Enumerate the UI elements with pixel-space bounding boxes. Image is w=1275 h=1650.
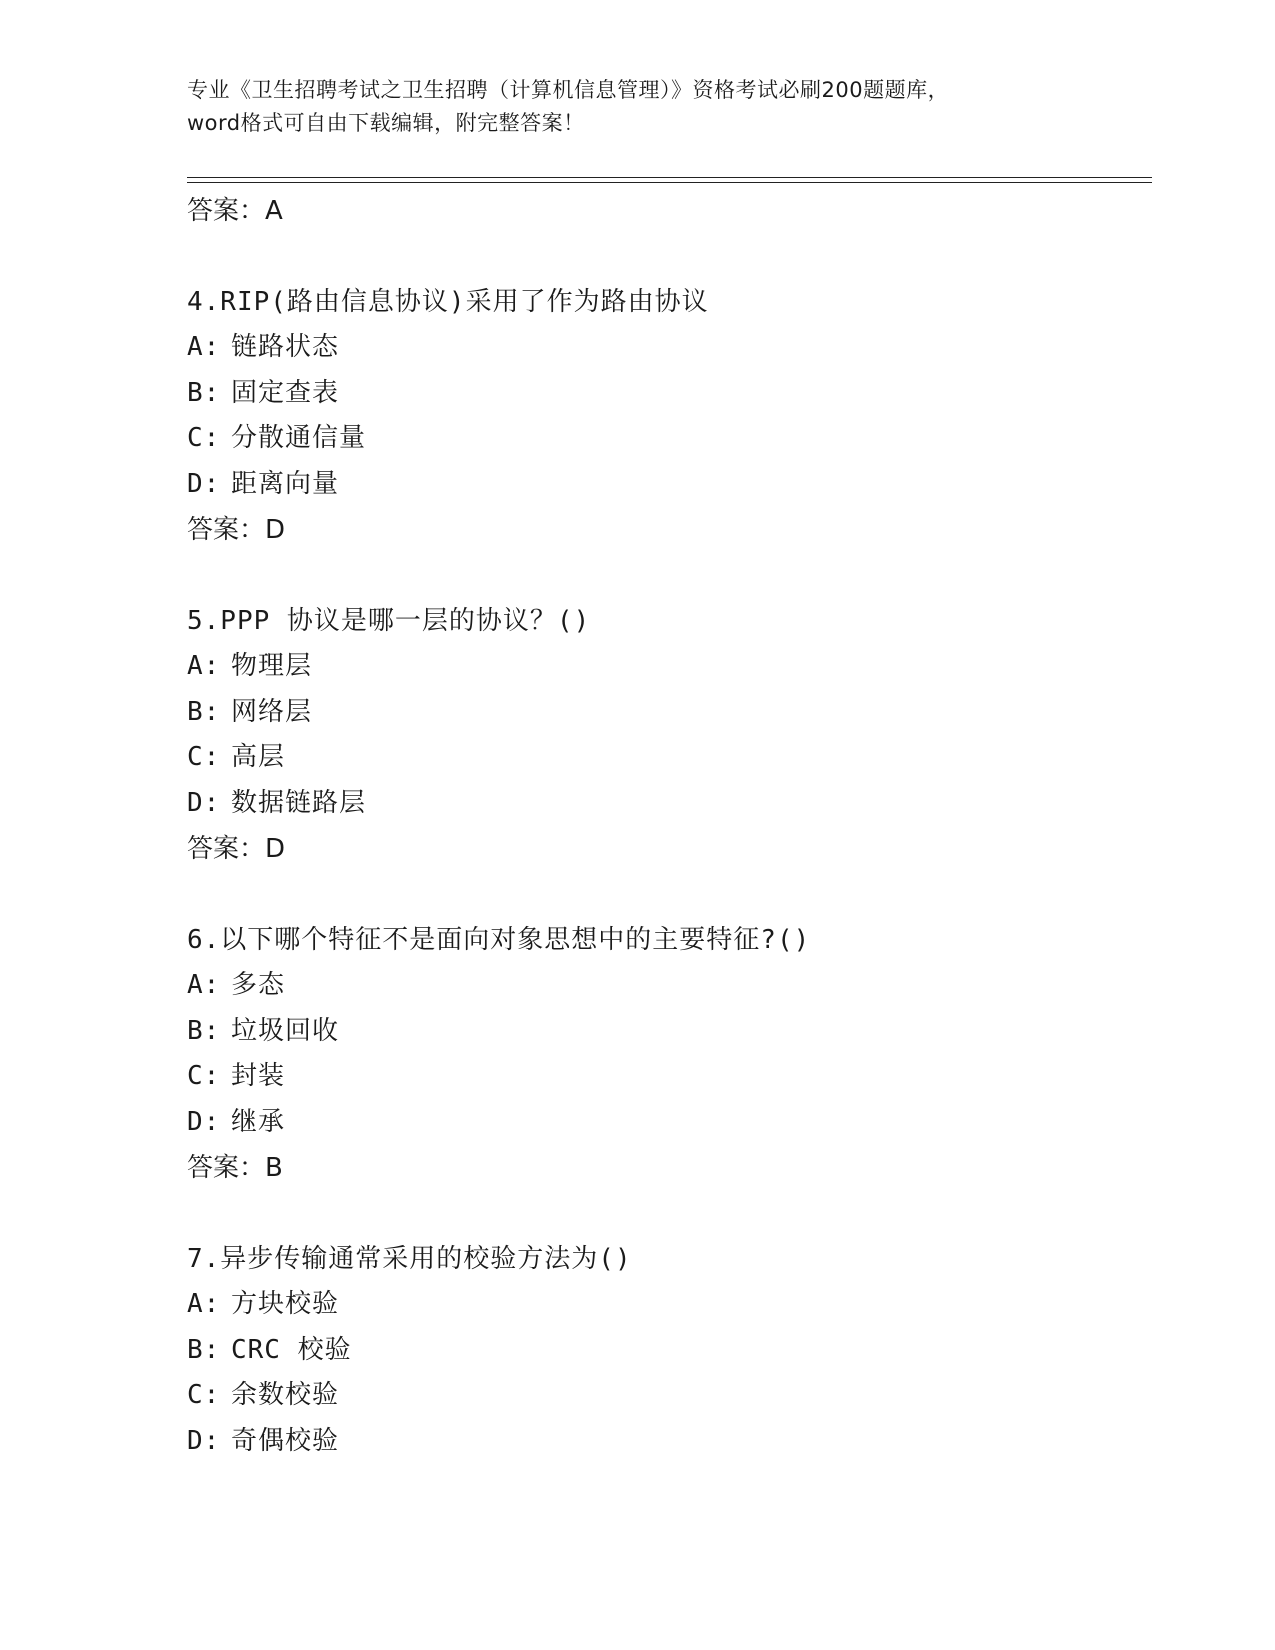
option-b <box>187 371 1147 417</box>
option-key: C: <box>187 742 221 772</box>
option-b <box>187 690 1147 736</box>
option-c <box>187 416 1147 462</box>
option-text: 多态 <box>231 970 286 1000</box>
option-text: 数据链路层 <box>231 787 367 818</box>
question-text: 5.PPP 协议是哪一层的协议？() <box>187 606 591 636</box>
option-text: 固定查表 <box>231 377 340 408</box>
option-key: A: <box>187 970 221 1000</box>
option-text: 继承 <box>231 1106 286 1137</box>
option-key: A: <box>187 332 221 362</box>
question-item <box>187 1236 1147 1464</box>
question-text: 7.异步传输通常采用的校验方法为() <box>187 1244 632 1274</box>
answer-line: 答案：B <box>187 1153 283 1183</box>
option-key: D: <box>187 468 221 499</box>
option-key: A: <box>187 1289 221 1319</box>
option-d <box>187 1419 1147 1465</box>
option-d <box>187 781 1147 827</box>
question-item <box>187 598 1147 872</box>
option-key: D: <box>187 1106 221 1137</box>
question-list <box>187 188 1147 1464</box>
option-text: 高层 <box>231 742 286 772</box>
answer-line: 答案：D <box>187 515 286 545</box>
option-text: 奇偶校验 <box>231 1425 340 1456</box>
option-text: 封装 <box>231 1061 286 1091</box>
header-line-2: word格式可自由下载编辑，附完整答案！ <box>187 111 585 135</box>
option-key: B: <box>187 1334 221 1365</box>
option-c <box>187 735 1147 781</box>
question-item <box>187 279 1147 553</box>
option-a <box>187 325 1147 371</box>
option-c <box>187 1054 1147 1100</box>
option-text: 网络层 <box>231 696 313 727</box>
question-text: 6.以下哪个特征不是面向对象思想中的主要特征?() <box>187 925 811 955</box>
option-key: A: <box>187 651 221 681</box>
option-text: 分散通信量 <box>231 423 367 453</box>
document-header <box>187 74 1087 140</box>
answer-line: 答案：D <box>187 834 286 864</box>
option-text: 余数校验 <box>231 1380 340 1410</box>
option-text: 链路状态 <box>231 332 340 362</box>
option-text: CRC 校验 <box>231 1334 352 1365</box>
option-key: B: <box>187 696 221 727</box>
answer-line: 答案：A <box>187 196 283 226</box>
option-text: 垃圾回收 <box>231 1015 340 1046</box>
option-key: B: <box>187 377 221 408</box>
option-key: C: <box>187 1061 221 1091</box>
header-line-1: 专业《卫生招聘考试之卫生招聘（计算机信息管理）》资格考试必刷200题题库， <box>187 78 950 102</box>
option-a <box>187 1282 1147 1328</box>
option-key: D: <box>187 1425 221 1456</box>
option-text: 方块校验 <box>231 1289 340 1319</box>
option-d <box>187 1100 1147 1146</box>
option-b <box>187 1328 1147 1374</box>
option-text: 物理层 <box>231 651 313 681</box>
option-a <box>187 963 1147 1009</box>
option-key: B: <box>187 1015 221 1046</box>
option-key: C: <box>187 423 221 453</box>
question-text: 4.RIP(路由信息协议)采用了作为路由协议 <box>187 287 709 317</box>
header-divider-bottom <box>187 182 1152 183</box>
question-item <box>187 917 1147 1191</box>
option-d <box>187 462 1147 508</box>
option-b <box>187 1009 1147 1055</box>
option-key: C: <box>187 1380 221 1410</box>
option-key: D: <box>187 787 221 818</box>
option-c <box>187 1373 1147 1419</box>
option-text: 距离向量 <box>231 468 340 499</box>
option-a <box>187 644 1147 690</box>
header-divider-top <box>187 177 1152 178</box>
